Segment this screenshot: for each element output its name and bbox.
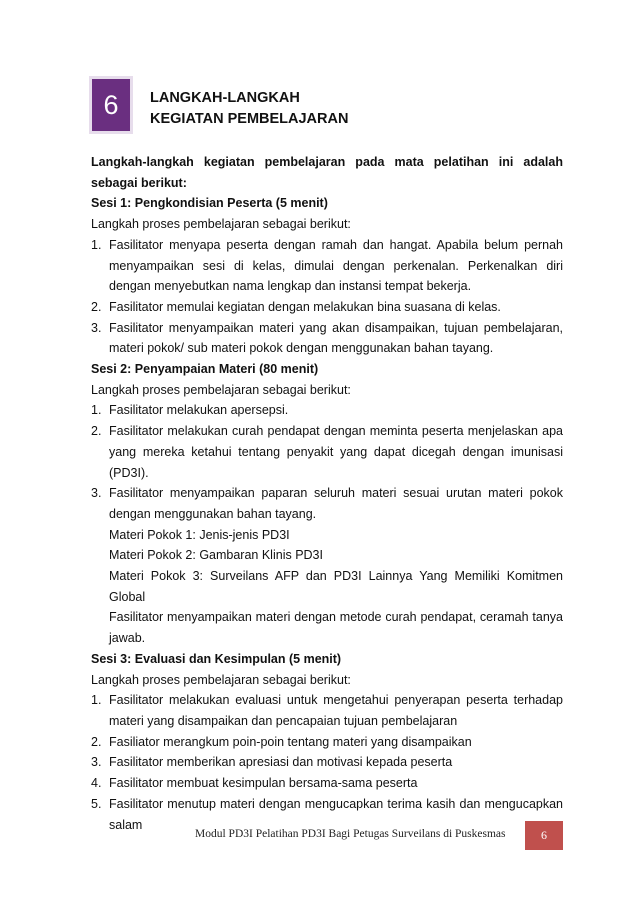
materi-pokok-1: Materi Pokok 1: Jenis-jenis PD3I bbox=[109, 527, 290, 542]
step-text: Fasilitator menyampaikan materi yang akan disampaikan, tujuan pembelajaran, materi pokok/ sub materi pokok dengan menggunakan bahan tayang. bbox=[109, 320, 563, 356]
page-number-box bbox=[525, 821, 563, 850]
list-item bbox=[91, 752, 563, 773]
list-item bbox=[91, 690, 563, 731]
session-2-subtitle: Langkah proses pembelajaran sebagai berikut: bbox=[91, 382, 351, 397]
step-number: 3. bbox=[91, 755, 102, 770]
materi-pokok-2: Materi Pokok 2: Gambaran Klinis PD3I bbox=[109, 548, 323, 563]
list-item bbox=[91, 773, 563, 794]
step-text: Fasilitator menyampaikan paparan seluruh materi sesuai urutan materi pokok dengan menggunakan bahan tayang. bbox=[109, 486, 563, 521]
session-1-steps bbox=[91, 235, 563, 359]
step-number: 2. bbox=[91, 734, 102, 749]
session-2-closing: Fasilitator menyampaikan materi dengan metode curah pendapat, ceramah tanya jawab. bbox=[109, 610, 563, 646]
chapter-number: 6 bbox=[103, 89, 119, 120]
step-text: Fasilitator melakukan evaluasi untuk mengetahui penyerapan peserta terhadap materi yang disampaikan dan pencapaian tujuan pembelajaran bbox=[109, 693, 563, 728]
materi-pokok-3: Materi Pokok 3: Surveilans AFP dan PD3I Lainnya Yang Memiliki Komitmen Global bbox=[109, 569, 563, 604]
session-2-title: Sesi 2: Penyampaian Materi (80 menit) bbox=[91, 362, 319, 377]
list-item bbox=[91, 732, 563, 753]
step-number: 2. bbox=[91, 424, 102, 439]
step-number: 4. bbox=[91, 776, 102, 791]
step-text: Fasilitator menutup materi dengan mengucapkan terima kasih dan mengucapkan salam bbox=[109, 796, 563, 832]
session-1-subtitle: Langkah proses pembelajaran sebagai berikut: bbox=[91, 217, 351, 232]
step-text: Fasilitator memulai kegiatan dengan melakukan bina suasana di kelas. bbox=[109, 299, 501, 314]
list-item bbox=[91, 318, 563, 359]
footer-text: Modul PD3I Pelatihan PD3I Bagi Petugas Surveilans di Puskesmas bbox=[195, 828, 506, 840]
session-2-steps bbox=[91, 400, 563, 524]
step-number: 3. bbox=[91, 320, 102, 335]
step-text: Fasilitator melakukan curah pendapat dengan meminta peserta menjelaskan apa yang mereka ketahui tentang penyakit yang dapat dicegah dengan imunisasi (PD3I). bbox=[109, 424, 563, 480]
step-text: Fasilitator melakukan apersepsi. bbox=[109, 403, 289, 418]
list-item bbox=[91, 421, 563, 483]
list-item bbox=[91, 400, 563, 421]
intro-text: Langkah-langkah kegiatan pembelajaran pada mata pelatihan ini adalah sebagai berikut: bbox=[91, 155, 563, 190]
chapter-title bbox=[150, 88, 348, 130]
step-number: 2. bbox=[91, 299, 102, 314]
step-text: Fasilitator membuat kesimpulan bersama-sama peserta bbox=[109, 776, 418, 791]
page-number: 6 bbox=[541, 828, 547, 842]
chapter-title-line-1: LANGKAH-LANGKAH bbox=[150, 90, 300, 106]
step-number: 1. bbox=[91, 693, 102, 708]
list-item bbox=[91, 483, 563, 524]
chapter-title-line-2: KEGIATAN PEMBELAJARAN bbox=[150, 111, 349, 127]
step-number: 5. bbox=[91, 796, 102, 811]
step-number: 1. bbox=[91, 403, 102, 418]
session-3-steps bbox=[91, 690, 563, 835]
step-text: Fasilitator memberikan apresiasi dan motivasi kepada peserta bbox=[109, 755, 453, 770]
session-1-title: Sesi 1: Pengkondisian Peserta (5 menit) bbox=[91, 196, 328, 211]
chapter-number-box bbox=[89, 76, 133, 134]
step-number: 3. bbox=[91, 486, 102, 501]
step-text: Fasilitator menyapa peserta dengan ramah dan hangat. Apabila belum pernah menyampaikan sesi di kelas, dimulai dengan perkenalan. Perkenalkan diri dengan menyebutkan nama lengkap dan instansi tempat bekerja. bbox=[109, 237, 563, 294]
list-item bbox=[91, 235, 563, 297]
session-3-title: Sesi 3: Evaluasi dan Kesimpulan (5 menit) bbox=[91, 651, 342, 666]
session-3-subtitle: Langkah proses pembelajaran sebagai berikut: bbox=[91, 672, 351, 687]
step-number: 1. bbox=[91, 237, 102, 252]
page-content bbox=[91, 152, 563, 835]
step-text: Fasiliator merangkum poin-poin tentang materi yang disampaikan bbox=[109, 734, 472, 749]
list-item bbox=[91, 297, 563, 318]
